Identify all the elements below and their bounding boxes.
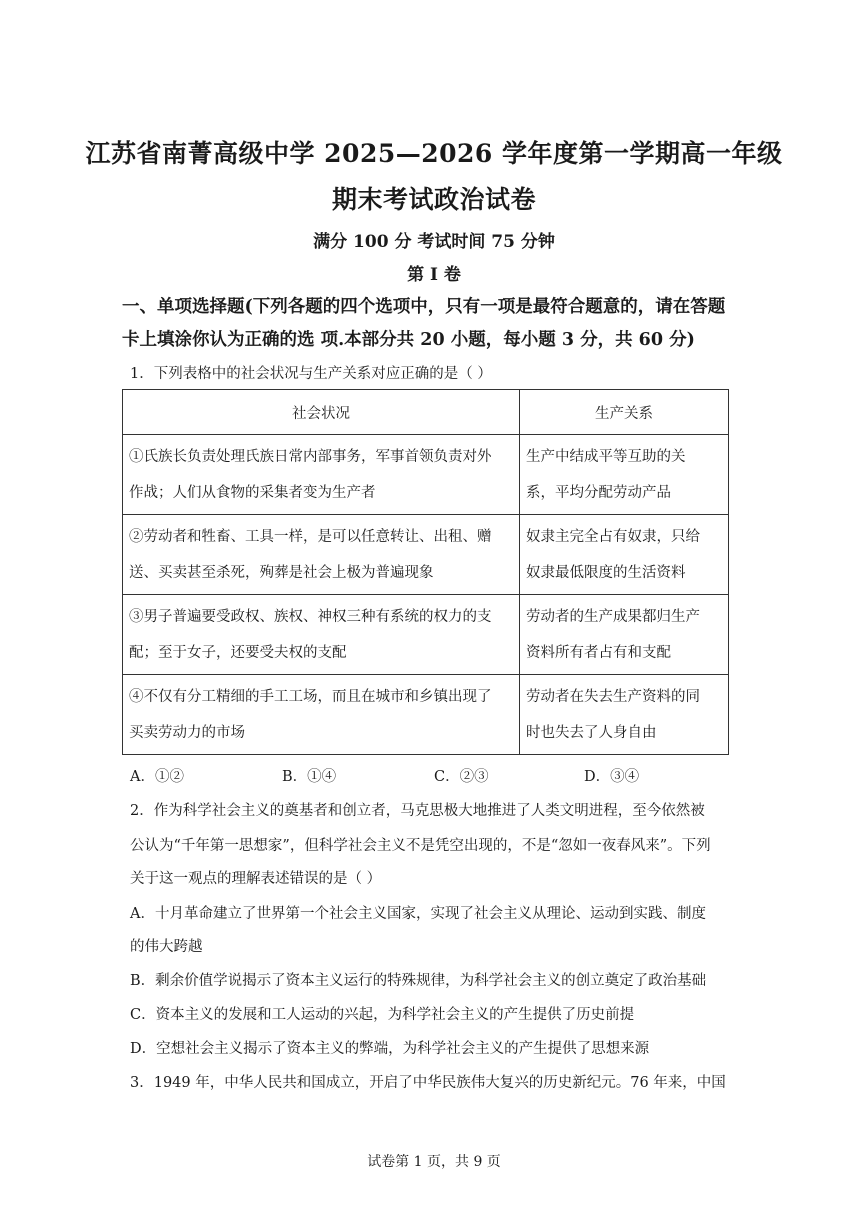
table-header-row (123, 390, 729, 435)
cell-line: 奴隶最低限度的生活资料 (526, 564, 686, 581)
question-2-option-a-line2[interactable]: 的伟大跨越 (130, 939, 203, 955)
option-b[interactable]: B．①④ (282, 769, 337, 785)
question-2-option-a-line1[interactable]: A．十月革命建立了世界第一个社会主义国家，实现了社会主义从理论、运动到实践、制度 (130, 906, 706, 922)
table-cell-social (123, 435, 520, 515)
question-1-stem: 1．下列表格中的社会状况与生产关系对应正确的是（ ） (130, 366, 492, 382)
cell-line: ③男子普遍要受政权、族权、神权三种有系统的权力的支 (129, 608, 492, 625)
question-2-option-d[interactable]: D．空想社会主义揭示了资本主义的弊端，为科学社会主义的产生提供了思想来源 (130, 1041, 650, 1057)
table-cell-social (123, 675, 520, 755)
exam-title-line2: 期末考试政治试卷 (331, 185, 536, 214)
table-row (123, 515, 729, 595)
table-cell-relations (520, 675, 729, 755)
table-cell-social (123, 595, 520, 675)
section-heading (122, 291, 752, 357)
option-c[interactable]: C．②③ (434, 769, 489, 785)
table-row (123, 675, 729, 755)
table-header-relations: 生产关系 (520, 390, 729, 435)
question-2-stem-line1: 2．作为科学社会主义的奠基者和创立者，马克思极大地推进了人类文明进程，至今依然被 (130, 803, 705, 819)
cell-line: 时也失去了人身自由 (526, 724, 657, 741)
cell-line: 生产中结成平等互助的关 (526, 448, 686, 465)
section-heading-line2: 卡上填涂你认为正确的选 项.本部分共 20 小题，每小题 3 分，共 60 分) (122, 330, 695, 350)
volume-label: 第 I 卷 (407, 265, 461, 285)
table-cell-social (123, 515, 520, 595)
cell-line: 买卖劳动力的市场 (129, 724, 245, 741)
cell-line: 劳动者的生产成果都归生产 (526, 608, 700, 625)
table-row (123, 435, 729, 515)
cell-line: 系，平均分配劳动产品 (526, 484, 671, 501)
cell-line: ④不仅有分工精细的手工工场，而且在城市和乡镇出现了 (129, 688, 492, 705)
cell-line: 配；至于女子，还要受夫权的支配 (129, 644, 347, 661)
cell-line: 资料所有者占有和支配 (526, 644, 671, 661)
cell-line: 送、买卖甚至杀死，殉葬是社会上极为普遍现象 (129, 564, 434, 581)
exam-title-line1: 江苏省南菁高级中学 2025—2026 学年度第一学期高一年级 (85, 139, 783, 168)
section-heading-line1: 一、单项选择题(下列各题的四个选项中，只有一项是最符合题意的，请在答题 (122, 297, 726, 317)
option-a[interactable]: A．①② (130, 769, 184, 785)
question-2-stem-line3: 关于这一观点的理解表述错误的是（ ） (130, 871, 382, 887)
question-1-options (130, 765, 750, 786)
cell-line: ①氏族长负责处理氏族日常内部事务，军事首领负责对外 (129, 448, 492, 465)
cell-line: 劳动者在失去生产资料的同 (526, 688, 700, 705)
table-row (123, 595, 729, 675)
cell-line: 奴隶主完全占有奴隶，只给 (526, 528, 700, 545)
question-2-option-b[interactable]: B．剩余价值学说揭示了资本主义运行的特殊规律，为科学社会主义的创立奠定了政治基础 (130, 973, 707, 989)
question-3-stem: 3．1949 年，中华人民共和国成立，开启了中华民族伟大复兴的历史新纪元。76 年来，中国 (130, 1075, 726, 1091)
table-cell-relations (520, 595, 729, 675)
cell-line: ②劳动者和牲畜、工具一样，是可以任意转让、出租、赠 (129, 528, 492, 545)
page-footer: 试卷第 1 页，共 9 页 (367, 1154, 501, 1170)
option-d[interactable]: D．③④ (584, 769, 640, 785)
question-1-table (122, 389, 729, 755)
cell-line: 作战；人们从食物的采集者变为生产者 (129, 484, 376, 501)
table-header-social: 社会状况 (123, 390, 520, 435)
exam-meta: 满分 100 分 考试时间 75 分钟 (313, 232, 555, 252)
question-2-option-c[interactable]: C．资本主义的发展和工人运动的兴起，为科学社会主义的产生提供了历史前提 (130, 1007, 635, 1023)
table-cell-relations (520, 515, 729, 595)
table-cell-relations (520, 435, 729, 515)
question-2-stem-line2: 公认为“千年第一思想家”，但科学社会主义不是凭空出现的，不是“忽如一夜春风来”。下列 (130, 838, 711, 854)
